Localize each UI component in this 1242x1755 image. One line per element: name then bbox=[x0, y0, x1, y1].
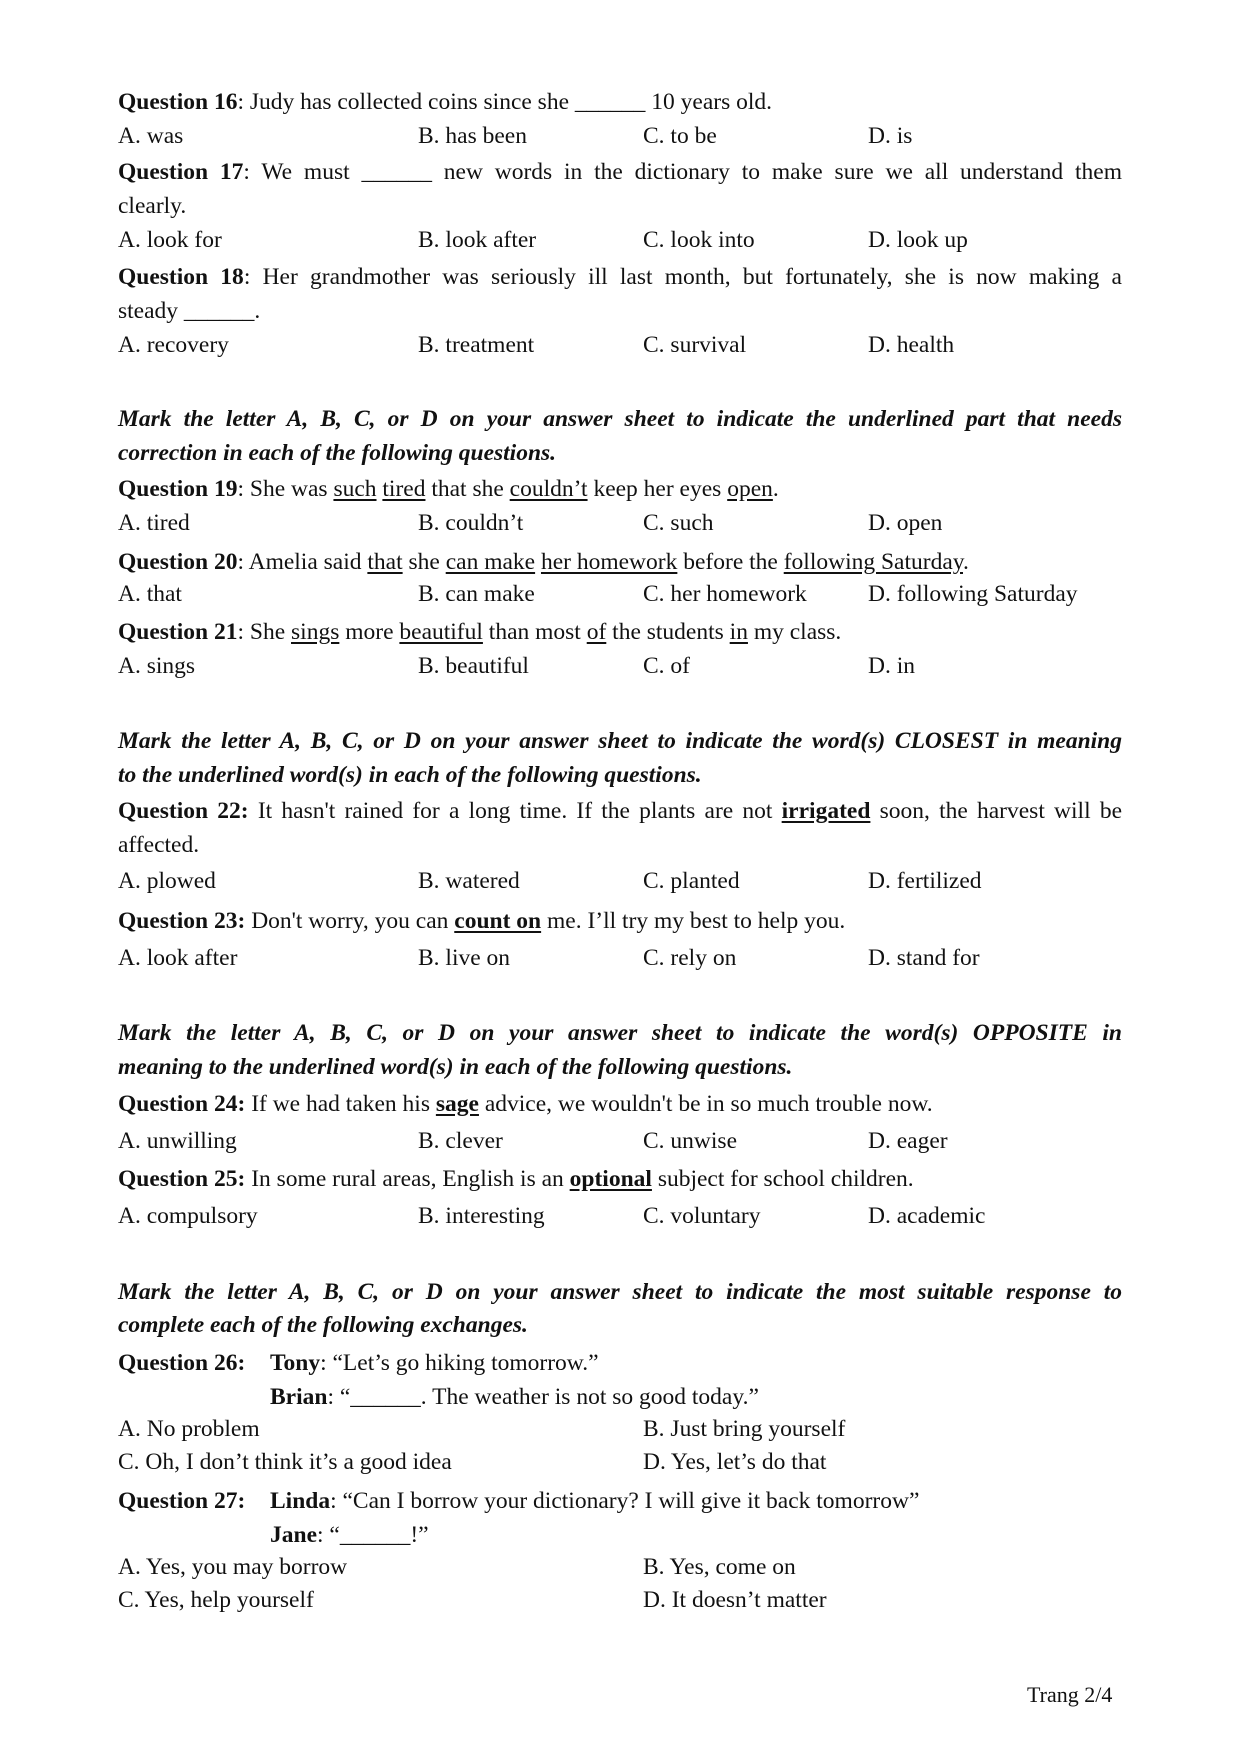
question-26-dialogue-line1 bbox=[118, 1350, 1122, 1377]
option-a[interactable]: A. compulsory bbox=[118, 1203, 258, 1229]
question-18-stem bbox=[118, 264, 1122, 291]
text-segment: more bbox=[339, 619, 400, 645]
option-a[interactable]: A. that bbox=[118, 581, 182, 607]
underlined-word: sage bbox=[435, 1091, 479, 1117]
separator: : bbox=[243, 159, 262, 185]
option-b[interactable]: B. clever bbox=[418, 1128, 503, 1154]
question-19-stem bbox=[118, 476, 1122, 503]
question-24-options bbox=[118, 1128, 1122, 1155]
separator: : bbox=[237, 619, 250, 645]
separator: : bbox=[237, 549, 249, 575]
question-27-dialogue-line2 bbox=[118, 1522, 1122, 1549]
option-b[interactable]: B. treatment bbox=[418, 332, 535, 358]
option-b[interactable]: B. has been bbox=[418, 123, 527, 149]
question-23-options bbox=[118, 945, 1122, 972]
underlined-part: couldn’t bbox=[509, 476, 588, 502]
dialogue-line bbox=[270, 1488, 919, 1515]
option-a[interactable]: A. sings bbox=[118, 653, 196, 679]
question-label: Question 20 bbox=[118, 549, 238, 575]
instruction-opposite-line1: Mark the letter A, B, C, or D on your answer sheet to indicate the word(s) OPPOSITE in bbox=[118, 1020, 1122, 1046]
text-segment: advice, we wouldn't be in so much trouble now. bbox=[478, 1091, 933, 1117]
question-26-options-row2 bbox=[118, 1449, 1122, 1476]
text-segment: Don't worry, you can bbox=[245, 908, 455, 934]
option-d[interactable]: D. academic bbox=[868, 1203, 986, 1229]
instruction-closest-line1: Mark the letter A, B, C, or D on your answer sheet to indicate the word(s) CLOSEST in meaning bbox=[118, 728, 1122, 754]
question-18-stem-cont: steady ______. bbox=[118, 298, 261, 324]
question-17-stem-cont: clearly. bbox=[118, 193, 187, 219]
option-c[interactable]: C. look into bbox=[643, 227, 755, 253]
dialogue-line bbox=[270, 1384, 759, 1411]
option-b[interactable]: B. interesting bbox=[418, 1203, 545, 1229]
question-text: Her grandmother was seriously ill last month, but fortunately, she is now making a bbox=[262, 264, 1122, 290]
question-text: Judy has collected coins since she ______ 10 years old. bbox=[249, 89, 772, 115]
option-d[interactable]: D. health bbox=[868, 332, 955, 358]
question-label: Question 18 bbox=[118, 264, 244, 290]
option-c[interactable]: C. of bbox=[643, 653, 690, 679]
question-label: Question 26: bbox=[118, 1350, 246, 1376]
question-label: Question 27: bbox=[118, 1488, 246, 1514]
underlined-part: her homework bbox=[540, 549, 678, 575]
speech-text: : “Can I borrow your dictionary? I will give it back tomorrow” bbox=[330, 1488, 920, 1514]
option-a[interactable]: A. No problem bbox=[118, 1416, 260, 1442]
option-b[interactable]: B. watered bbox=[418, 868, 520, 894]
option-d[interactable]: D. fertilized bbox=[868, 868, 982, 894]
question-21-options bbox=[118, 653, 1122, 680]
question-label: Question 21 bbox=[118, 619, 238, 645]
question-22-stem bbox=[118, 798, 1122, 825]
underlined-part: tired bbox=[382, 476, 426, 502]
separator: : bbox=[243, 264, 263, 290]
option-d[interactable]: D. in bbox=[868, 653, 915, 679]
question-text: We must ______ new words in the dictionary to make sure we all understand them bbox=[261, 159, 1122, 185]
dialogue-line bbox=[270, 1350, 599, 1377]
question-20-stem bbox=[118, 549, 1122, 576]
option-d[interactable]: D. following Saturday bbox=[868, 581, 1078, 607]
page-number: Trang 2/4 bbox=[1027, 1682, 1113, 1707]
text-segment: keep her eyes bbox=[587, 476, 728, 502]
text-segment: that she bbox=[425, 476, 510, 502]
option-a[interactable]: A. recovery bbox=[118, 332, 229, 358]
speech-text: : “______!” bbox=[317, 1522, 429, 1548]
underlined-word: irrigated bbox=[781, 798, 871, 824]
option-c[interactable]: C. to be bbox=[643, 123, 717, 149]
question-23-stem bbox=[118, 908, 1122, 935]
option-c[interactable]: C. her homework bbox=[643, 581, 807, 607]
speaker-name: Brian bbox=[270, 1384, 328, 1410]
text-segment: . bbox=[963, 549, 969, 575]
option-c[interactable]: C. rely on bbox=[643, 945, 737, 971]
question-17-options bbox=[118, 227, 1122, 254]
text-segment: . bbox=[772, 476, 779, 502]
question-label: Question 17 bbox=[118, 159, 244, 185]
speech-text: : “______. The weather is not so good today.” bbox=[327, 1384, 759, 1410]
option-a[interactable]: A. tired bbox=[118, 510, 190, 536]
option-d[interactable]: D. It doesn’t matter bbox=[643, 1587, 827, 1613]
question-26-options-row1 bbox=[118, 1416, 1122, 1443]
option-b[interactable]: B. Just bring yourself bbox=[643, 1416, 846, 1442]
option-b[interactable]: B. can make bbox=[418, 581, 535, 607]
underlined-part: can make bbox=[445, 549, 536, 575]
underlined-part: in bbox=[729, 619, 748, 645]
option-b[interactable]: B. Yes, come on bbox=[643, 1554, 796, 1580]
speaker-name: Linda bbox=[270, 1488, 331, 1514]
text-segment: In some rural areas, English is an bbox=[245, 1166, 570, 1192]
question-label: Question 19 bbox=[118, 476, 238, 502]
underlined-word: count on bbox=[454, 908, 542, 934]
option-a[interactable]: A. look after bbox=[118, 945, 238, 971]
text-segment: If we had taken his bbox=[245, 1091, 436, 1117]
speech-text: : “Let’s go hiking tomorrow.” bbox=[320, 1350, 599, 1376]
option-b[interactable]: B. live on bbox=[418, 945, 511, 971]
text-segment: she bbox=[402, 549, 446, 575]
option-d[interactable]: D. is bbox=[868, 123, 913, 149]
text-segment: She was bbox=[249, 476, 334, 502]
question-27-dialogue-line1 bbox=[118, 1488, 1122, 1515]
underlined-part: such bbox=[333, 476, 377, 502]
underlined-part: beautiful bbox=[399, 619, 483, 645]
option-c[interactable]: C. planted bbox=[643, 868, 740, 894]
option-a[interactable]: A. plowed bbox=[118, 868, 216, 894]
question-17-stem bbox=[118, 159, 1122, 186]
dialogue-line bbox=[270, 1522, 429, 1549]
instruction-opposite-line2: meaning to the underlined word(s) in each of the following questions. bbox=[118, 1054, 793, 1080]
text-segment: subject for school children. bbox=[651, 1166, 914, 1192]
underlined-part: sings bbox=[291, 619, 340, 645]
option-c[interactable]: C. such bbox=[643, 510, 714, 536]
question-26-dialogue-line2 bbox=[118, 1384, 1122, 1411]
option-b[interactable]: B. look after bbox=[418, 227, 537, 253]
text-segment: me. I’ll try my best to help you. bbox=[541, 908, 846, 934]
underlined-word: optional bbox=[569, 1166, 652, 1192]
question-25-stem bbox=[118, 1166, 1122, 1193]
speaker-name: Jane bbox=[270, 1522, 317, 1548]
option-c[interactable]: C. unwise bbox=[643, 1128, 737, 1154]
underlined-part: that bbox=[367, 549, 403, 575]
underlined-part: following Saturday bbox=[783, 549, 963, 575]
question-label: Question 22: bbox=[118, 798, 249, 824]
option-b[interactable]: B. beautiful bbox=[418, 653, 529, 679]
underlined-part: open bbox=[727, 476, 773, 502]
question-label: Question 25: bbox=[118, 1166, 246, 1192]
instruction-response-line1: Mark the letter A, B, C, or D on your answer sheet to indicate the most suitable response to bbox=[118, 1279, 1122, 1305]
question-27-options-row2 bbox=[118, 1587, 1122, 1614]
question-16-stem bbox=[118, 89, 1122, 116]
text-segment: before the bbox=[677, 549, 784, 575]
option-d[interactable]: D. eager bbox=[868, 1128, 948, 1154]
option-d[interactable]: D. open bbox=[868, 510, 943, 536]
option-a[interactable]: A. was bbox=[118, 123, 184, 149]
question-16-options bbox=[118, 123, 1122, 150]
question-21-stem bbox=[118, 619, 1122, 646]
option-d[interactable]: D. look up bbox=[868, 227, 968, 253]
question-24-stem bbox=[118, 1091, 1122, 1118]
question-18-options bbox=[118, 332, 1122, 359]
text-segment: than most bbox=[482, 619, 587, 645]
question-22-stem-cont: affected. bbox=[118, 832, 200, 858]
question-22-options bbox=[118, 868, 1122, 895]
question-20-options bbox=[118, 581, 1122, 608]
speaker-name: Tony bbox=[270, 1350, 321, 1376]
option-c[interactable]: C. Oh, I don’t think it’s a good idea bbox=[118, 1449, 452, 1475]
option-a[interactable]: A. unwilling bbox=[118, 1128, 237, 1154]
text-segment: soon, the harvest will be bbox=[870, 798, 1122, 824]
text-segment: the students bbox=[606, 619, 730, 645]
question-label: Question 24: bbox=[118, 1091, 246, 1117]
separator: : bbox=[237, 89, 250, 115]
underlined-part: of bbox=[586, 619, 607, 645]
instruction-closest-line2: to the underlined word(s) in each of the following questions. bbox=[118, 762, 702, 788]
option-c[interactable]: C. voluntary bbox=[643, 1203, 761, 1229]
text-segment: Amelia said bbox=[248, 549, 368, 575]
question-19-options bbox=[118, 510, 1122, 537]
instruction-error-line2: correction in each of the following questions. bbox=[118, 440, 557, 466]
question-27-options-row1 bbox=[118, 1554, 1122, 1581]
text-segment: She bbox=[249, 619, 292, 645]
option-a[interactable]: A. Yes, you may borrow bbox=[118, 1554, 348, 1580]
option-d[interactable]: D. stand for bbox=[868, 945, 980, 971]
option-c[interactable]: C. survival bbox=[643, 332, 747, 358]
question-label: Question 23: bbox=[118, 908, 246, 934]
instruction-response-line2: complete each of the following exchanges. bbox=[118, 1312, 528, 1338]
option-b[interactable]: B. couldn’t bbox=[418, 510, 524, 536]
option-c[interactable]: C. Yes, help yourself bbox=[118, 1587, 314, 1613]
option-d[interactable]: D. Yes, let’s do that bbox=[643, 1449, 827, 1475]
instruction-error-line1: Mark the letter A, B, C, or D on your answer sheet to indicate the underlined part that needs bbox=[118, 406, 1122, 432]
text-segment: my class. bbox=[747, 619, 842, 645]
option-a[interactable]: A. look for bbox=[118, 227, 222, 253]
question-25-options bbox=[118, 1203, 1122, 1230]
question-label: Question 16 bbox=[118, 89, 238, 115]
separator: : bbox=[237, 476, 250, 502]
text-segment: It hasn't rained for a long time. If the plants are not bbox=[248, 798, 782, 824]
